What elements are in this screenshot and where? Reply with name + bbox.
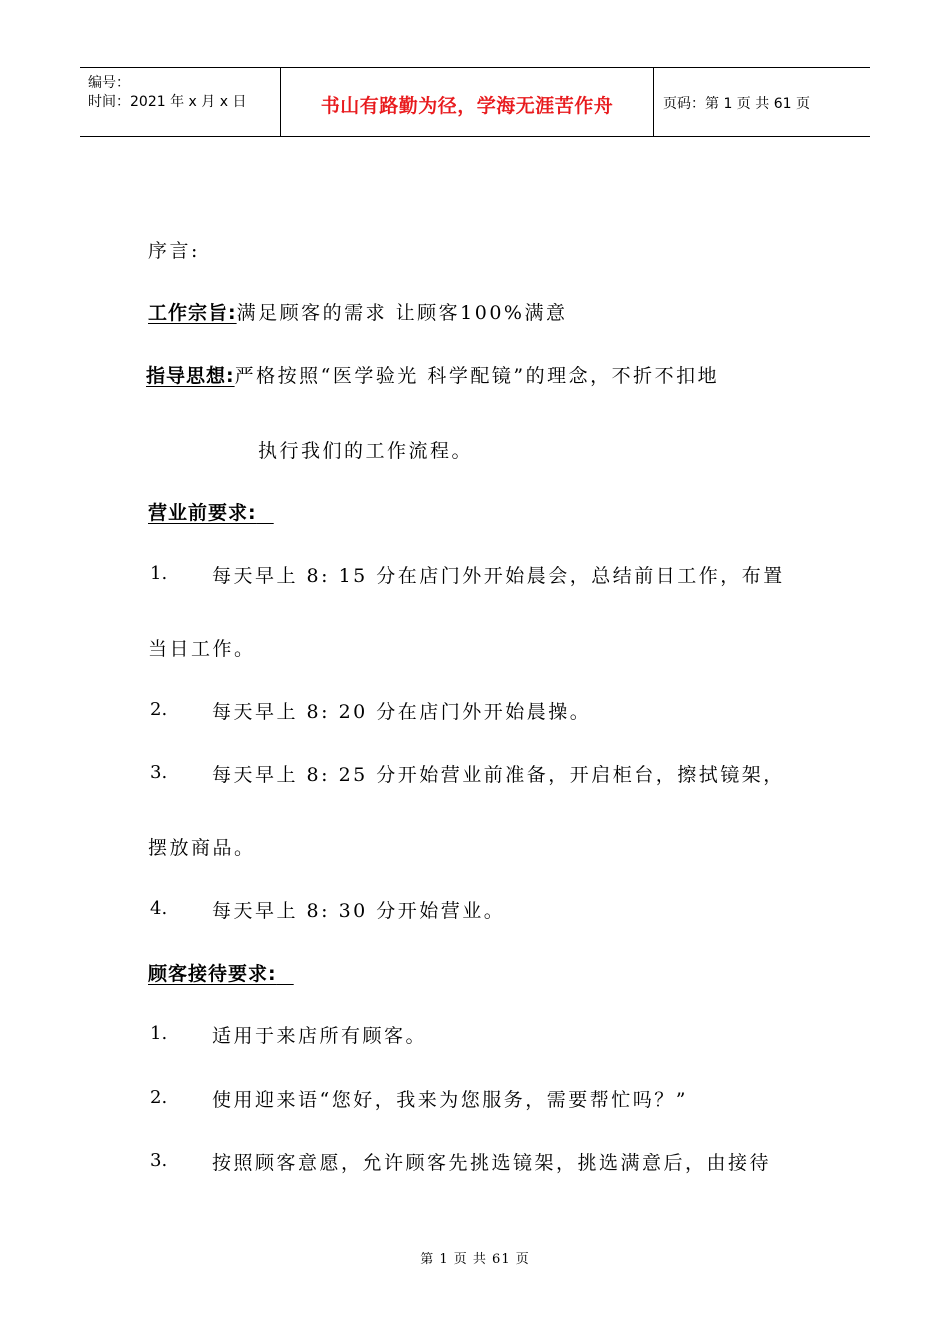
- number-label: 编号：: [88, 75, 130, 91]
- pre-item-3-number: 3.: [150, 762, 168, 783]
- date-label: 时间：2021 年 x 月 x 日: [88, 94, 247, 110]
- reception-item-1-number: 1.: [150, 1023, 168, 1044]
- reception-title: 顾客接待要求:: [148, 963, 277, 985]
- pre-business-title: 营业前要求:: [148, 502, 257, 524]
- header-motto-cell: [280, 68, 654, 136]
- header-left-cell: [80, 68, 280, 136]
- pre-item-2-number: 2.: [150, 699, 168, 720]
- reception-item-2-text: 使用迎来语“您好，我来为您服务，需要帮忙吗？”: [212, 1089, 688, 1111]
- page-footer: 第 1 页 共 61 页: [420, 1252, 530, 1267]
- guide-label: 指导思想:: [146, 365, 235, 387]
- pre-item-1-continuation: 当日工作。: [148, 638, 256, 660]
- guide-text-2: 执行我们的工作流程。: [258, 440, 474, 462]
- purpose-label: 工作宗旨:: [148, 302, 237, 324]
- pre-item-1-number: 1.: [150, 563, 168, 584]
- reception-item-3-number: 3.: [150, 1150, 168, 1171]
- guide-text-1: 严格按照“医学验光 科学配镜”的理念，不折不扣地: [234, 365, 720, 387]
- pre-item-3-text: 每天早上 8: 25 分开始营业前准备，开启柜台，擦拭镜架，: [212, 764, 785, 786]
- reception-item-2-number: 2.: [150, 1087, 168, 1108]
- pre-item-2-text: 每天早上 8: 20 分在店门外开始晨操。: [212, 701, 592, 723]
- purpose-line: [148, 298, 567, 325]
- header-right-cell: [653, 68, 870, 136]
- preface: 序言:: [148, 240, 200, 262]
- pre-item-4-number: 4.: [150, 898, 168, 919]
- pre-item-1-text: 每天早上 8: 15 分在店门外开始晨会，总结前日工作，布置: [212, 565, 785, 587]
- purpose-text: 满足顾客的需求 让顾客100%满意: [236, 302, 568, 324]
- document-header: [80, 67, 870, 137]
- reception-item-1-text: 适用于来店所有顾客。: [212, 1025, 428, 1047]
- guide-line: [146, 361, 719, 388]
- reception-title-line: [148, 959, 294, 986]
- pre-business-title-line: [148, 498, 274, 525]
- pre-item-3-continuation: 摆放商品。: [148, 837, 256, 859]
- pre-item-4-text: 每天早上 8: 30 分开始营业。: [212, 900, 506, 922]
- reception-item-3-text: 按照顾客意愿，允许顾客先挑选镜架，挑选满意后，由接待: [212, 1152, 772, 1174]
- motto: 书山有路勤为径，学海无涯苦作舟: [320, 95, 614, 117]
- page-code: 页码：第 1 页 共 61 页: [663, 96, 810, 112]
